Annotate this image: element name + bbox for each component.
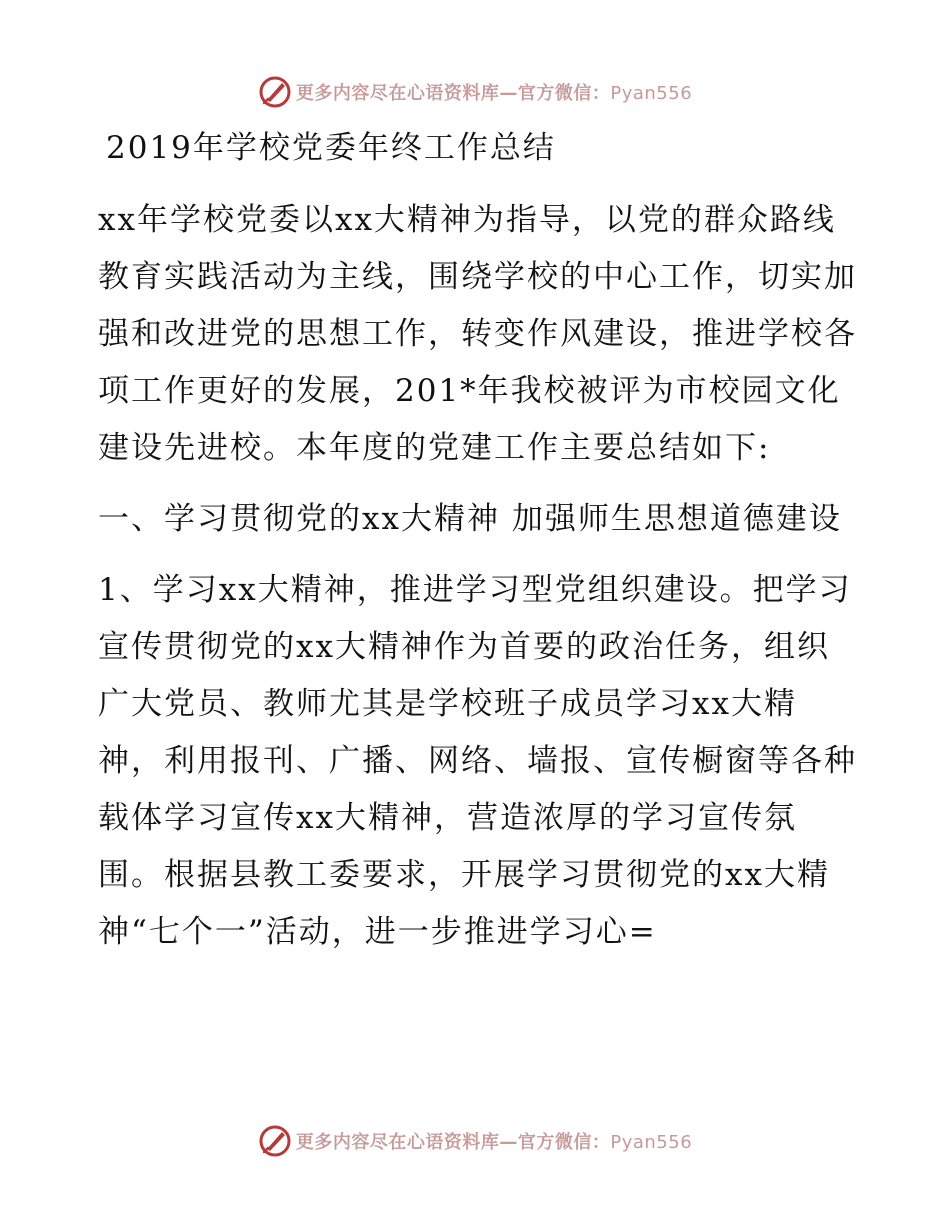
- quill-pen-seal-icon: [258, 1124, 292, 1158]
- intro-paragraph: xx年学校党委以xx大精神为指导，以党的群众路线教育实践活动为主线，围绕学校的中心工作，切实加强和改进党的思想工作，转变作风建设，推进学校各项工作更好的发展，201*年我校被评为市校园文化建设先进校。本年度的党建工作主要总结如下:: [98, 202, 857, 466]
- banner-text: 更多内容尽在心语资料库—官方微信：Pyan556: [295, 1132, 693, 1153]
- footer-banner: [0, 1121, 950, 1161]
- wechat-id: Pyan556: [610, 1132, 693, 1153]
- section-item-paragraph: 1、学习xx大精神，推进学习型党组织建设。把学习宣传贯彻党的xx大精神作为首要的政治任务，组织广大党员、教师尤其是学校班子成员学习xx大精神，利用报刊、广播、网络、墙报、宣传橱窗等各种载体学习宣传xx大精神，营造浓厚的学习宣传氛围。根据县教工委要求，开展学习贯彻党的xx大精神“七个一”活动，进一步推进学习心=: [98, 572, 857, 950]
- quill-pen-seal-icon: [258, 75, 292, 109]
- document-body: [98, 122, 858, 961]
- header-banner: [0, 72, 950, 112]
- section-heading: 一、学习贯彻党的xx大精神 加强师生思想道德建设: [98, 501, 842, 537]
- banner-text: 更多内容尽在心语资料库—官方微信：Pyan556: [295, 83, 693, 104]
- wechat-id: Pyan556: [610, 83, 693, 104]
- document-title: 2019年学校党委年终工作总结: [106, 130, 556, 166]
